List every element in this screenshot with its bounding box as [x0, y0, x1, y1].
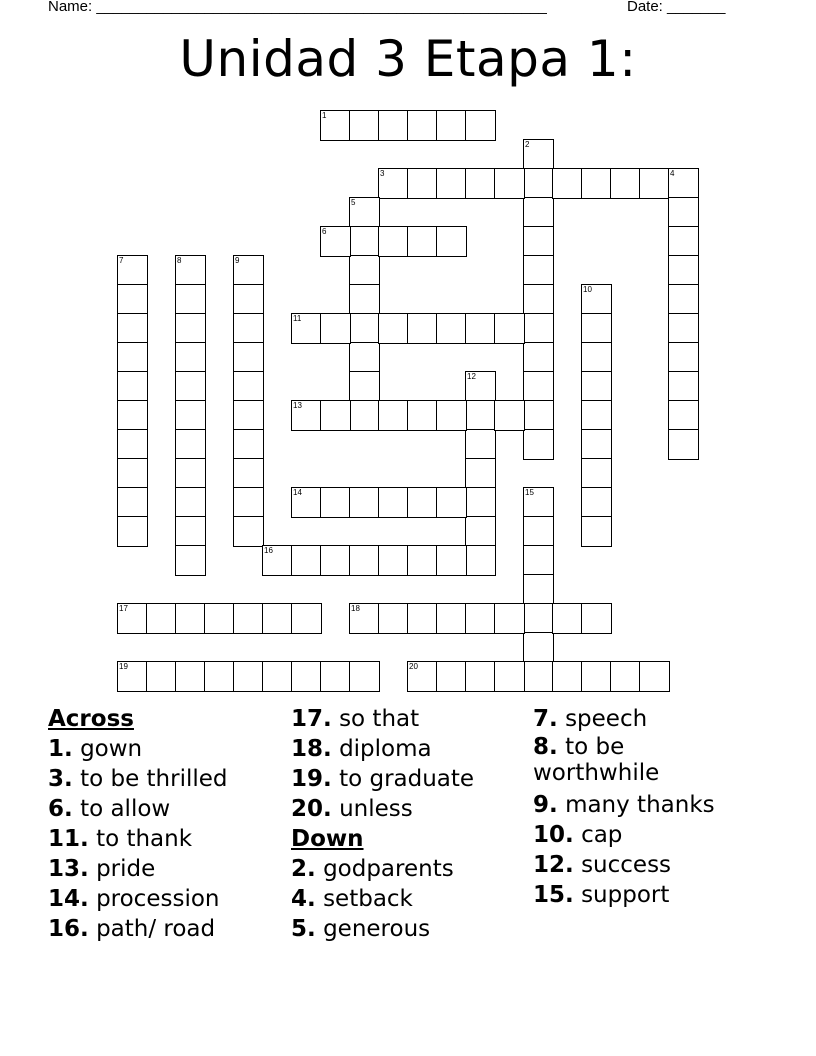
grid-cell[interactable]	[581, 371, 612, 402]
grid-cell[interactable]	[146, 603, 177, 634]
grid-cell[interactable]	[581, 516, 612, 547]
grid-cell[interactable]	[523, 371, 554, 402]
grid-cell[interactable]	[117, 429, 148, 460]
grid-cell[interactable]	[320, 226, 351, 257]
grid-cell[interactable]	[639, 168, 670, 199]
grid-cell[interactable]	[378, 313, 409, 344]
grid-cell[interactable]	[523, 574, 554, 605]
grid-cell[interactable]	[668, 197, 699, 228]
grid-cell[interactable]	[552, 168, 583, 199]
grid-cell[interactable]	[117, 255, 148, 286]
clues-column-3	[533, 704, 733, 910]
clue-number: 16	[264, 546, 273, 555]
grid-cell[interactable]	[349, 400, 380, 431]
grid-cell[interactable]	[233, 516, 264, 547]
grid-cell[interactable]	[378, 603, 409, 634]
grid-cell[interactable]	[581, 313, 612, 344]
clue-across: 19. to graduate	[291, 766, 475, 792]
grid-cell[interactable]	[117, 371, 148, 402]
grid-cell[interactable]	[581, 342, 612, 373]
grid-cell[interactable]	[117, 487, 148, 518]
grid-cell[interactable]	[494, 661, 525, 692]
grid-cell[interactable]	[523, 255, 554, 286]
clue-number: 7	[119, 256, 124, 265]
grid-cell[interactable]	[407, 168, 438, 199]
grid-cell[interactable]	[436, 545, 467, 576]
grid-cell[interactable]	[407, 661, 438, 692]
grid-cell[interactable]	[291, 313, 322, 344]
grid-cell[interactable]	[465, 110, 496, 141]
grid-cell[interactable]	[436, 487, 467, 518]
grid-cell[interactable]	[233, 342, 264, 373]
grid-cell[interactable]	[175, 458, 206, 489]
grid-cell[interactable]	[581, 400, 612, 431]
grid-cell[interactable]	[146, 661, 177, 692]
grid-cell[interactable]	[378, 545, 409, 576]
grid-cell[interactable]	[262, 603, 293, 634]
grid-cell[interactable]	[349, 110, 380, 141]
clue-number: 11	[293, 314, 302, 323]
grid-cell[interactable]	[523, 226, 554, 257]
grid-cell[interactable]	[175, 342, 206, 373]
grid-cell[interactable]	[175, 371, 206, 402]
clue-number: 10	[583, 285, 592, 294]
clue-down: 8. to be worthwhile	[533, 734, 660, 786]
grid-cell[interactable]	[581, 284, 612, 315]
clue-down: 12. success	[533, 852, 672, 878]
grid-cell[interactable]	[378, 226, 409, 257]
grid-cell[interactable]	[378, 400, 409, 431]
grid-cell[interactable]	[523, 603, 554, 634]
page-title: Unidad 3 Etapa 1:	[179, 30, 637, 88]
grid-cell[interactable]	[233, 255, 264, 286]
clue-across: 20. unless	[291, 796, 413, 822]
grid-cell[interactable]	[320, 313, 351, 344]
clue-down: 10. cap	[533, 822, 623, 848]
grid-cell[interactable]	[581, 458, 612, 489]
grid-cell[interactable]	[668, 371, 699, 402]
grid-cell[interactable]	[523, 284, 554, 315]
grid-cell[interactable]	[523, 632, 554, 663]
grid-cell[interactable]	[523, 487, 554, 518]
grid-cell[interactable]	[175, 400, 206, 431]
grid-cell[interactable]	[523, 168, 554, 199]
clue-number: 3	[380, 169, 385, 178]
grid-cell[interactable]	[320, 400, 351, 431]
grid-cell[interactable]	[581, 429, 612, 460]
grid-cell[interactable]	[639, 661, 670, 692]
clue-down: 5. generous	[291, 916, 431, 942]
name-field[interactable]: Name: ______________________________________________________	[48, 0, 547, 15]
grid-cell[interactable]	[523, 313, 554, 344]
clue-down: 15. support	[533, 882, 670, 908]
grid-cell[interactable]	[378, 168, 409, 199]
grid-cell[interactable]	[494, 313, 525, 344]
grid-cell[interactable]	[581, 661, 612, 692]
grid-cell[interactable]	[465, 313, 496, 344]
grid-cell[interactable]	[349, 342, 380, 373]
grid-cell[interactable]	[407, 487, 438, 518]
grid-cell[interactable]	[610, 168, 641, 199]
grid-cell[interactable]	[581, 603, 612, 634]
grid-cell[interactable]	[349, 255, 380, 286]
clues-column-1	[48, 704, 288, 944]
down-heading: Down	[291, 826, 364, 852]
clue-number: 20	[409, 662, 418, 671]
date-field[interactable]: Date: _______	[627, 0, 726, 15]
grid-cell[interactable]	[320, 545, 351, 576]
grid-cell[interactable]	[436, 400, 467, 431]
grid-cell[interactable]	[117, 661, 148, 692]
clue-across: 17. so that	[291, 706, 420, 732]
clue-down: 4. setback	[291, 886, 413, 912]
grid-cell[interactable]	[436, 313, 467, 344]
grid-cell[interactable]	[523, 661, 554, 692]
clue-number: 8	[177, 256, 182, 265]
grid-cell[interactable]	[349, 661, 380, 692]
grid-cell[interactable]	[175, 284, 206, 315]
grid-cell[interactable]	[465, 429, 496, 460]
grid-cell[interactable]	[233, 429, 264, 460]
grid-cell[interactable]	[407, 110, 438, 141]
clue-number: 5	[351, 198, 356, 207]
grid-cell[interactable]	[465, 545, 496, 576]
grid-cell[interactable]	[465, 371, 496, 402]
grid-cell[interactable]	[436, 603, 467, 634]
clue-across: 11. to thank	[48, 826, 193, 852]
grid-cell[interactable]	[233, 400, 264, 431]
grid-cell[interactable]	[233, 284, 264, 315]
grid-cell[interactable]	[436, 110, 467, 141]
grid-cell[interactable]	[233, 313, 264, 344]
grid-cell[interactable]	[349, 197, 380, 228]
grid-cell[interactable]	[407, 313, 438, 344]
clue-down: 2. godparents	[291, 856, 454, 882]
grid-cell[interactable]	[465, 661, 496, 692]
grid-cell[interactable]	[175, 487, 206, 518]
grid-cell[interactable]	[668, 168, 699, 199]
grid-cell[interactable]	[117, 400, 148, 431]
clue-number: 18	[351, 604, 360, 613]
grid-cell[interactable]	[407, 400, 438, 431]
clue-number: 13	[293, 401, 302, 410]
grid-cell[interactable]	[552, 603, 583, 634]
grid-cell[interactable]	[233, 661, 264, 692]
clue-down: 9. many thanks	[533, 792, 715, 818]
grid-cell[interactable]	[668, 400, 699, 431]
grid-cell[interactable]	[233, 458, 264, 489]
grid-cell[interactable]	[262, 661, 293, 692]
grid-cell[interactable]	[378, 487, 409, 518]
clue-across: 18. diploma	[291, 736, 432, 762]
clue-across: 6. to allow	[48, 796, 171, 822]
grid-cell[interactable]	[349, 284, 380, 315]
grid-cell[interactable]	[407, 226, 438, 257]
grid-cell[interactable]	[349, 371, 380, 402]
grid-cell[interactable]	[175, 255, 206, 286]
grid-cell[interactable]	[494, 400, 525, 431]
clue-number: 12	[467, 372, 476, 381]
grid-cell[interactable]	[668, 342, 699, 373]
clue-across: 14. procession	[48, 886, 220, 912]
grid-cell[interactable]	[407, 545, 438, 576]
grid-cell[interactable]	[494, 603, 525, 634]
grid-cell[interactable]	[117, 458, 148, 489]
grid-cell[interactable]	[291, 545, 322, 576]
grid-cell[interactable]	[291, 603, 322, 634]
grid-cell[interactable]	[668, 226, 699, 257]
grid-cell[interactable]	[117, 516, 148, 547]
grid-cell[interactable]	[523, 545, 554, 576]
grid-cell[interactable]	[668, 313, 699, 344]
clue-number: 17	[119, 604, 128, 613]
across-heading: Across	[48, 706, 134, 732]
clue-number: 4	[670, 169, 675, 178]
clue-number: 19	[119, 662, 128, 671]
grid-cell[interactable]	[436, 226, 467, 257]
grid-cell[interactable]	[204, 603, 235, 634]
clue-across: 1. gown	[48, 736, 143, 762]
grid-cell[interactable]	[494, 168, 525, 199]
clue-across: 3. to be thrilled	[48, 766, 228, 792]
grid-cell[interactable]	[204, 661, 235, 692]
clue-number: 6	[322, 227, 327, 236]
grid-cell[interactable]	[233, 487, 264, 518]
grid-cell[interactable]	[320, 110, 351, 141]
clue-across: 16. path/ road	[48, 916, 216, 942]
grid-cell[interactable]	[465, 168, 496, 199]
grid-cell[interactable]	[233, 603, 264, 634]
grid-cell[interactable]	[668, 284, 699, 315]
grid-cell[interactable]	[465, 458, 496, 489]
grid-cell[interactable]	[407, 603, 438, 634]
grid-cell[interactable]	[436, 661, 467, 692]
grid-cell[interactable]	[349, 487, 380, 518]
grid-cell[interactable]	[610, 661, 641, 692]
grid-cell[interactable]	[523, 139, 554, 170]
grid-cell[interactable]	[175, 545, 206, 576]
grid-cell[interactable]	[581, 168, 612, 199]
grid-cell[interactable]	[668, 429, 699, 460]
grid-cell[interactable]	[349, 226, 380, 257]
grid-cell[interactable]	[117, 284, 148, 315]
grid-cell[interactable]	[262, 545, 293, 576]
grid-cell[interactable]	[320, 487, 351, 518]
grid-cell[interactable]	[175, 661, 206, 692]
grid-cell[interactable]	[378, 110, 409, 141]
grid-cell[interactable]	[668, 255, 699, 286]
grid-cell[interactable]	[117, 603, 148, 634]
grid-cell[interactable]	[117, 342, 148, 373]
grid-cell[interactable]	[581, 487, 612, 518]
clue-number: 14	[293, 488, 302, 497]
grid-cell[interactable]	[117, 313, 148, 344]
grid-cell[interactable]	[175, 603, 206, 634]
clue-down: 7. speech	[533, 706, 648, 732]
grid-cell[interactable]	[233, 371, 264, 402]
grid-cell[interactable]	[465, 516, 496, 547]
grid-cell[interactable]	[436, 168, 467, 199]
grid-cell[interactable]	[465, 603, 496, 634]
clues-column-2	[291, 704, 531, 944]
grid-cell[interactable]	[523, 429, 554, 460]
grid-cell[interactable]	[523, 342, 554, 373]
grid-cell[interactable]	[523, 516, 554, 547]
clue-across: 13. pride	[48, 856, 156, 882]
grid-cell[interactable]	[349, 603, 380, 634]
clue-number: 15	[525, 488, 534, 497]
grid-cell[interactable]	[175, 313, 206, 344]
grid-cell[interactable]	[523, 197, 554, 228]
grid-cell[interactable]	[291, 400, 322, 431]
grid-cell[interactable]	[349, 545, 380, 576]
grid-cell[interactable]	[291, 487, 322, 518]
clue-number: 2	[525, 140, 530, 149]
grid-cell[interactable]	[465, 487, 496, 518]
grid-cell[interactable]	[523, 400, 554, 431]
clue-number: 9	[235, 256, 240, 265]
grid-cell[interactable]	[465, 400, 496, 431]
grid-cell[interactable]	[552, 661, 583, 692]
clue-number: 1	[322, 111, 327, 120]
grid-cell[interactable]	[175, 429, 206, 460]
grid-cell[interactable]	[320, 661, 351, 692]
grid-cell[interactable]	[291, 661, 322, 692]
grid-cell[interactable]	[349, 313, 380, 344]
grid-cell[interactable]	[175, 516, 206, 547]
